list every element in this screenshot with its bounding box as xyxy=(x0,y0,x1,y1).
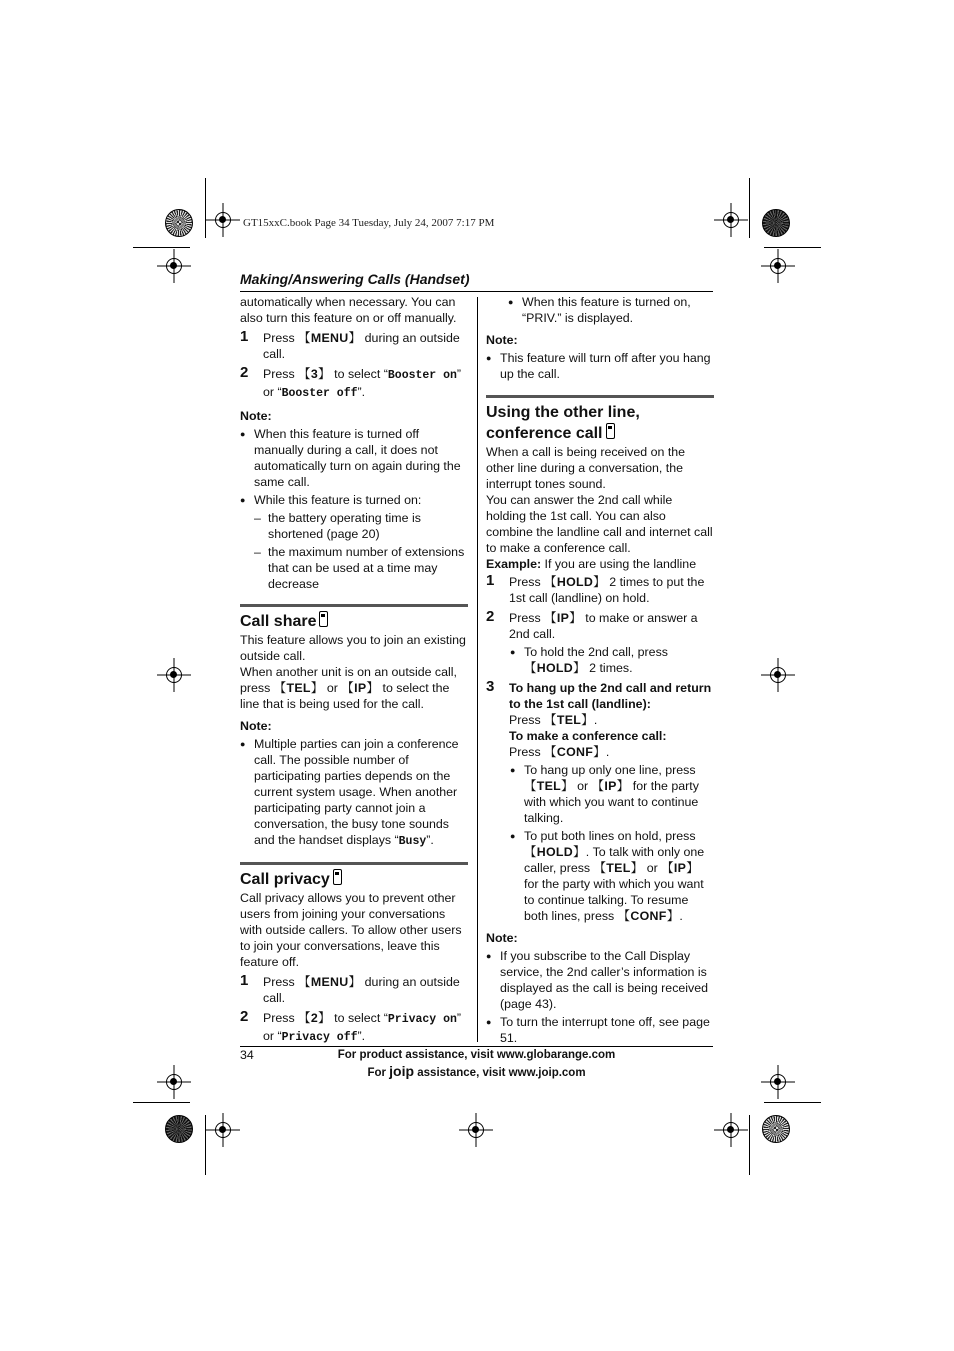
example-label: Example: xyxy=(486,557,542,571)
step-text: during an outside call. xyxy=(263,331,460,361)
step-number: 1 xyxy=(486,572,495,589)
footer-line-2 xyxy=(240,1063,713,1079)
note-label: Note: xyxy=(240,719,272,733)
handset-icon xyxy=(333,869,342,885)
dash-mark: – xyxy=(254,511,261,525)
text: to select the line that is being used for the call. xyxy=(240,681,450,711)
text: When another unit is on an outside call, press xyxy=(240,665,457,695)
step-number: 2 xyxy=(240,1008,249,1025)
right-column xyxy=(486,294,714,1046)
ip-key: 【 IP 】 xyxy=(544,611,582,625)
text: To put both lines on hold, press xyxy=(524,829,696,843)
step-text: 2 times to put the 1st call (landline) on hold. xyxy=(509,575,705,605)
note-dash-item xyxy=(240,544,468,592)
registration-target-icon xyxy=(215,1122,231,1138)
registration-target-icon xyxy=(166,667,182,683)
menu-key: 【 MENU 】 xyxy=(298,331,361,345)
step-text: Press xyxy=(263,367,299,381)
text: Multiple parties can join a conference call. The possible number of participating parties depends on the current system usage. When another participating party cannot join a conversation, the busy tone sounds and the handset displays “ xyxy=(254,737,459,847)
note-bullet xyxy=(240,736,468,850)
text: ”. xyxy=(426,833,434,847)
booster-step-1 xyxy=(240,330,468,362)
hold-key: 【 HOLD 】 xyxy=(544,575,606,589)
call-privacy-text: Call privacy allows you to prevent other users from joining your conversations with outside callers. To allow other users to join your conversations, leave this feature off. xyxy=(240,891,462,969)
note-label: Note: xyxy=(486,333,518,347)
step-text: Press xyxy=(263,1011,299,1025)
step-number: 1 xyxy=(240,328,249,345)
bullet-item: ● When this feature is turned on, “PRIV.” is displayed. xyxy=(508,294,714,326)
text: For xyxy=(367,1067,390,1079)
step-number: 3 xyxy=(486,678,495,695)
step-text: to select “ xyxy=(330,367,388,381)
step-text: to select “ xyxy=(330,1011,388,1025)
ip-key: 【 IP 】 xyxy=(592,779,630,793)
note-label: Note: xyxy=(240,409,272,423)
footer-line-1: For product assistance, visit www.globarange.com xyxy=(337,1049,616,1061)
step-heading: To hang up the 2nd call and return to the 1st call (landline): xyxy=(509,681,712,711)
step-bullet xyxy=(510,762,714,826)
column-divider xyxy=(477,297,478,1042)
note-bullet: ● To turn the interrupt tone off, see page 51. xyxy=(486,1014,714,1046)
text: or xyxy=(323,681,342,695)
step-text: during an outside call. xyxy=(263,975,460,1005)
conf-key: 【 CONF 】 xyxy=(544,745,606,759)
display-text: Booster on xyxy=(387,369,457,382)
call-share-text xyxy=(240,664,468,712)
step-number: 2 xyxy=(240,364,249,381)
registration-target-icon xyxy=(215,212,231,228)
registration-target-icon xyxy=(723,1122,739,1138)
step-text: Press xyxy=(263,975,299,989)
text: or xyxy=(643,861,662,875)
handset-icon xyxy=(606,423,615,439)
step-text: Press xyxy=(509,611,545,625)
heading-text: conference call xyxy=(486,425,603,442)
conference-heading xyxy=(486,402,714,444)
registration-target-icon xyxy=(468,1122,484,1138)
text: To hang up only one line, press xyxy=(524,763,696,777)
heading-text: Call share xyxy=(240,613,317,630)
registration-target-icon xyxy=(723,212,739,228)
text: assistance, visit www.joip.com xyxy=(414,1067,586,1079)
crop-line xyxy=(749,1115,750,1175)
text: To hold the 2nd call, press xyxy=(524,645,668,659)
ip-key: 【 IP 】 xyxy=(341,681,379,695)
registration-target-icon xyxy=(166,1074,182,1090)
call-privacy-heading xyxy=(240,869,468,890)
privacy-step-1 xyxy=(240,974,468,1006)
note-bullet: ● If you subscribe to the Call Display service, the 2nd caller’s information is displayed as the call is being received (page 43). xyxy=(486,948,714,1012)
booster-step-2 xyxy=(240,366,468,402)
text: for the party with which you want to continue talking. xyxy=(524,779,699,825)
conf-step-2 xyxy=(486,610,714,642)
step-text: to make or answer a 2nd call. xyxy=(509,611,698,641)
crop-line xyxy=(764,247,821,248)
menu-key: 【 MENU 】 xyxy=(298,975,361,989)
section-rule xyxy=(240,862,468,865)
crop-line xyxy=(764,1102,821,1103)
privacy-step-2 xyxy=(240,1010,468,1046)
crop-line xyxy=(749,178,750,238)
tel-key: 【 TEL 】 xyxy=(544,713,594,727)
call-share-text: This feature allows you to join an existing outside call. xyxy=(240,633,466,663)
text: 2 times. xyxy=(585,661,633,675)
call-share-heading xyxy=(240,611,468,632)
conf-step-3 xyxy=(486,680,714,760)
step-number: 2 xyxy=(486,608,495,625)
step-heading: To make a conference call: xyxy=(509,729,667,743)
print-header: GT15xxC.book Page 34 Tuesday, July 24, 2007 7:17 PM xyxy=(243,217,495,229)
crop-line xyxy=(205,1115,206,1175)
dash-text: the maximum number of extensions that can be used at a time may decrease xyxy=(268,545,465,591)
note-dash-item xyxy=(240,510,468,542)
conf-key: 【 CONF 】 xyxy=(618,909,680,923)
hold-key: 【 HOLD 】 xyxy=(524,845,586,859)
conference-text: You can answer the 2nd call while holding the 1st call. You can also combine the landline call and internet call to make a conference call. xyxy=(486,493,713,555)
tel-key: 【 TEL 】 xyxy=(274,681,324,695)
step-text: ”. xyxy=(357,385,366,399)
registration-target-icon xyxy=(770,258,786,274)
note-bullet: ● When this feature is turned off manually during a call, it does not automatically turn on again during the same call. xyxy=(240,426,468,490)
display-text: Busy xyxy=(398,835,427,848)
section-rule xyxy=(486,395,714,398)
key-2: 【 2 】 xyxy=(298,1011,331,1025)
ip-key: 【 IP 】 xyxy=(661,861,699,875)
conf-step-1 xyxy=(486,574,714,606)
dash-text: the battery operating time is shortened (page 20) xyxy=(268,511,421,541)
tel-key: 【 TEL 】 xyxy=(594,861,644,875)
color-disc-icon xyxy=(165,209,193,237)
note-bullet: ● This feature will turn off after you hang up the call. xyxy=(486,350,714,382)
crop-line xyxy=(133,247,190,248)
example-line xyxy=(486,556,714,572)
page-number: 34 xyxy=(240,1048,254,1062)
registration-target-icon xyxy=(770,1074,786,1090)
intro-text: automatically when necessary. You can also turn this feature on or off manually. xyxy=(240,295,457,325)
header-rule xyxy=(240,291,713,292)
display-text: Privacy on xyxy=(387,1013,457,1026)
step-text: Press xyxy=(263,331,299,345)
step-text: ”. xyxy=(357,1029,366,1043)
left-column xyxy=(240,294,468,1046)
dash-mark: – xyxy=(254,545,261,559)
step-text: Press xyxy=(509,713,545,727)
step-text: Press xyxy=(509,575,545,589)
step-text: . xyxy=(593,713,598,727)
display-text: Privacy off xyxy=(281,1031,358,1044)
text: . xyxy=(679,909,683,923)
step-text: Press xyxy=(509,745,545,759)
section-rule xyxy=(240,604,468,607)
key-3: 【 3 】 xyxy=(298,367,331,381)
tel-key: 【 TEL 】 xyxy=(524,779,574,793)
text: or xyxy=(573,779,592,793)
text: . To talk with only one caller, press xyxy=(524,845,705,875)
section-title: Making/Answering Calls (Handset) xyxy=(240,271,470,287)
heading-text: Using the other line, xyxy=(486,404,640,421)
color-disc-icon xyxy=(762,1115,790,1143)
conference-text: When a call is being received on the other line during a conversation, the interrupt tones sound. xyxy=(486,445,686,491)
note-label: Note: xyxy=(486,931,518,945)
color-disc-icon xyxy=(762,209,790,237)
step-text: . xyxy=(605,745,610,759)
text: for the party with which you want to continue talking. To resume both lines, press xyxy=(524,877,704,923)
step-text: ” or “ xyxy=(263,367,462,399)
note-bullet: ● While this feature is turned on: xyxy=(240,492,468,508)
hold-key: 【 HOLD 】 xyxy=(524,661,586,675)
crop-line xyxy=(133,1102,190,1103)
heading-text: Call privacy xyxy=(240,871,330,888)
crop-line xyxy=(205,178,206,238)
footer-rule xyxy=(240,1046,713,1047)
handset-icon xyxy=(319,611,328,627)
step-number: 1 xyxy=(240,972,249,989)
registration-target-icon xyxy=(770,667,786,683)
step-text: ” or “ xyxy=(263,1011,462,1043)
color-disc-icon xyxy=(165,1115,193,1143)
registration-target-icon xyxy=(166,258,182,274)
step-bullet xyxy=(510,644,714,676)
joip-logo: joip xyxy=(389,1063,415,1079)
text: If you are using the landline xyxy=(541,557,697,571)
display-text: Booster off xyxy=(281,387,358,400)
step-bullet xyxy=(510,828,714,924)
